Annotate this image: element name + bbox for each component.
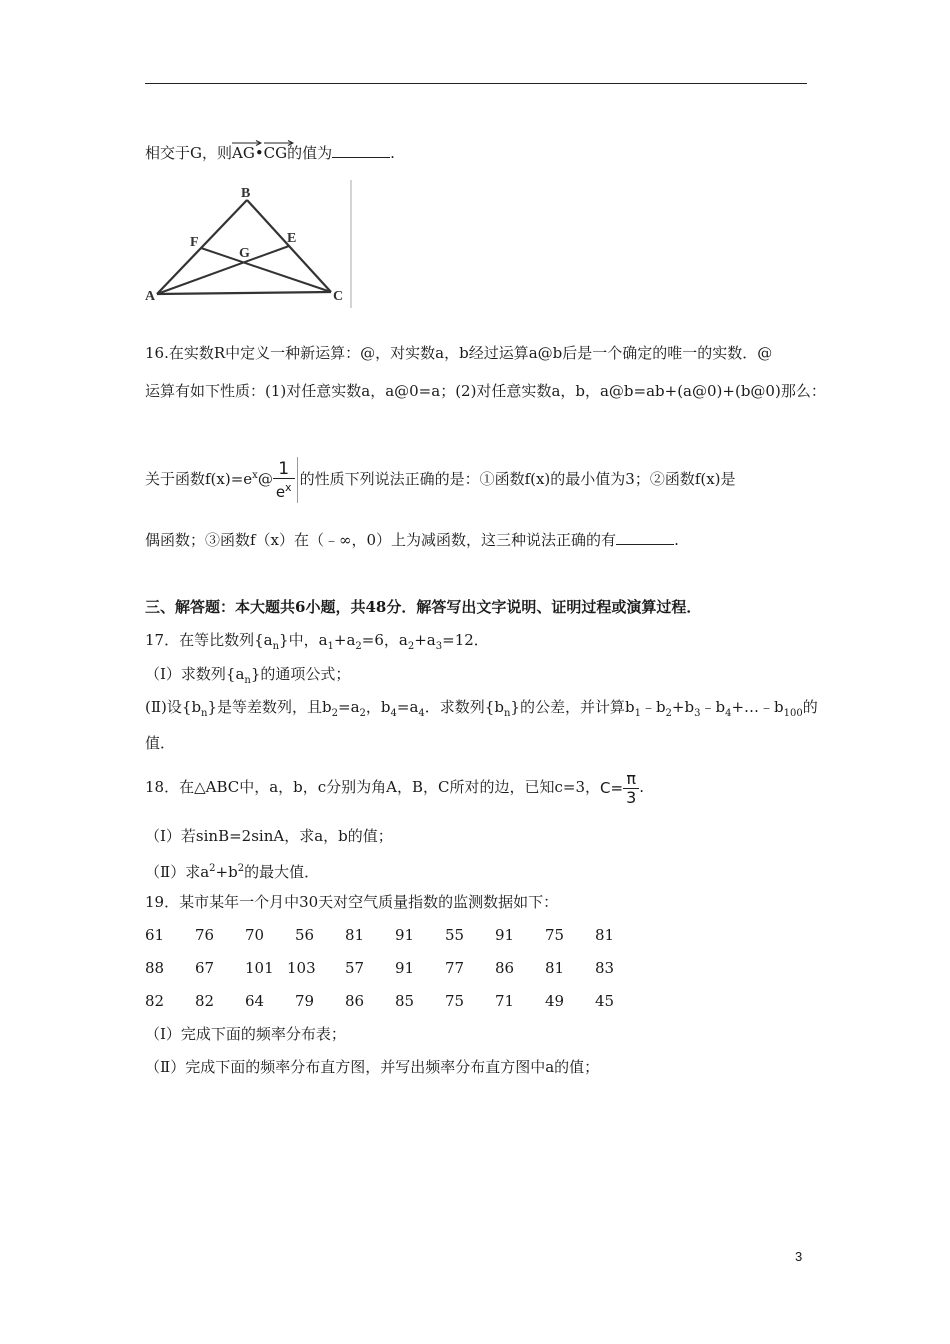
q18-line3: （Ⅱ）求$a^2+b^2$的最大值．	[145, 863, 320, 881]
table-cell: 81	[345, 926, 365, 944]
table-cell: 81	[545, 959, 565, 977]
q16-line1: 16.在实数R中定义一种新运算：@，对实数a，b经过运算a@b后是一个确定的唯一的实数．@	[145, 344, 773, 362]
label-b: B	[241, 186, 251, 201]
c-equals-pi-over-3: C= $\frac{\pi}{3}$	[600, 767, 639, 809]
fraction-one-over-ex: $\frac{1}{e^x}$	[273, 460, 295, 501]
table-cell: 91	[395, 959, 415, 977]
answer-blank	[616, 530, 674, 545]
label-e: E	[287, 231, 297, 246]
table-cell: 101	[245, 959, 274, 977]
table-cell: 67	[195, 959, 215, 977]
vector-cg: CG	[264, 141, 287, 163]
q17-line2: （Ⅰ）求数列$\{a_n\}$的通项公式；	[145, 665, 351, 686]
table-cell: 91	[495, 926, 515, 944]
table-cell: 55	[445, 926, 465, 944]
q16-line2: 运算有如下性质：(1)对任意实数a，a@0=a；(2)对任意实数a，b，a@b=ab+(a@0)+(b@0)那么：	[145, 382, 826, 400]
table-cell: 77	[445, 959, 465, 977]
label-a: A	[145, 289, 156, 304]
table-cell: 70	[245, 926, 265, 944]
table-cell: 76	[195, 926, 215, 944]
label-c: C	[333, 289, 344, 304]
table-cell: 91	[395, 926, 415, 944]
table-cell: 82	[195, 992, 215, 1010]
vector-ag: AG	[232, 141, 255, 163]
q17-line1: 17．在等比数列$\{a_n\}$中，$a_1+a_2=6$，$a_2+a_3=12$．	[145, 631, 489, 652]
table-cell: 49	[545, 992, 565, 1010]
q19-line1: 19．某市某年一个月中30天对空气质量指数的监测数据如下：	[145, 893, 559, 911]
table-cell: 57	[345, 959, 365, 977]
table-cell: 86	[495, 959, 515, 977]
table-cell: 45	[595, 992, 615, 1010]
table-cell: 75	[545, 926, 565, 944]
table-cell: 75	[445, 992, 465, 1010]
table-cell: 56	[295, 926, 315, 944]
q19-part1: （Ⅰ）完成下面的频率分布表；	[145, 1025, 346, 1043]
header-rule	[145, 83, 807, 84]
label-g: G	[239, 246, 250, 261]
table-cell: 81	[595, 926, 615, 944]
q17-line4: 值．	[145, 734, 176, 752]
q18-line2: （Ⅰ）若sinB=2sinA，求a，b的值；	[145, 827, 393, 845]
table-cell: 85	[395, 992, 415, 1010]
table-cell: 64	[245, 992, 265, 1010]
q19-part2: （Ⅱ）完成下面的频率分布直方图，并写出频率分布直方图中a的值；	[145, 1058, 600, 1076]
table-cell: 61	[145, 926, 165, 944]
q15-line: 相交于G，则 AG• CG的值为 .	[145, 141, 395, 163]
q16-line4: 偶函数；③函数f（x）在（﹣∞，0）上为减函数，这三种说法正确的有 .	[145, 531, 679, 549]
table-cell: 82	[145, 992, 165, 1010]
section-heading: 三、解答题：本大题共6小题，共48分．解答写出文字说明、证明过程或演算过程．	[145, 598, 702, 616]
q16-line3: 关于函数$f(x)=e^x@$ $\frac{1}{e^x}$ 的性质下列说法正确的是：①函数f(x)的最小值为3；②函数f(x)是	[145, 450, 736, 505]
table-cell: 83	[595, 959, 615, 977]
answer-blank	[332, 143, 390, 158]
label-f: F	[190, 235, 199, 250]
triangle-figure	[143, 180, 353, 308]
page-number: 3	[795, 1249, 803, 1264]
q18-line1: 18．在△ABC中，a，b，c分别为角A，B，C所对的边，已知c=3， C= $\frac{\pi}{3}$ .	[145, 766, 644, 809]
table-cell: 86	[345, 992, 365, 1010]
q17-line3: (Ⅱ)设$\{b_n\}$是等差数列，且$b_2=a_2$，$b_4=a_4$．求数列$\{b_n\}$的公差，并计算$b_1﹣b_2+b_3﹣b_4+\dots﹣b_{100}$的	[145, 698, 818, 719]
table-cell: 79	[295, 992, 315, 1010]
table-cell: 71	[495, 992, 515, 1010]
table-cell: 88	[145, 959, 165, 977]
table-cell: 103	[287, 959, 316, 977]
